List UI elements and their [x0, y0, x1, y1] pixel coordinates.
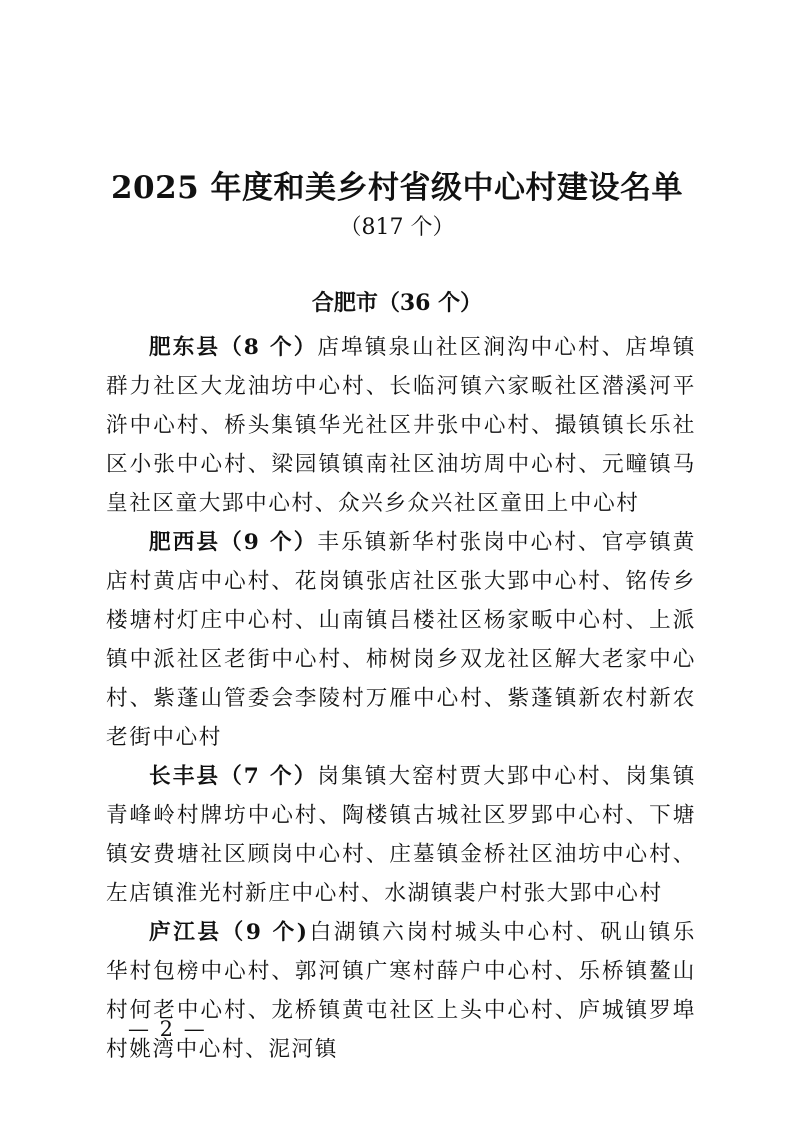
page-number: — 2 — [128, 1017, 207, 1041]
section-heading: 合肥市（36 个） [311, 290, 483, 316]
county-name: 长丰县（7 个） [149, 764, 318, 789]
county-paragraph [106, 523, 696, 757]
county-paragraph [106, 328, 696, 523]
document-body [106, 328, 696, 1069]
village-list: 店埠镇泉山社区涧沟中心村、店埠镇群力社区大龙油坊中心村、长临河镇六家畈社区潜溪河平浒中心村、桥头集镇华光社区井张中心村、撮镇镇长乐社区小张中心村、梁园镇镇南社区油坊周中心村、元疃镇马皇社区童大郢中心村、众兴乡众兴社区童田上中心村 [106, 335, 696, 516]
document-title: 2025 年度和美乡村省级中心村建设名单 [110, 170, 684, 206]
document-subtitle: （817 个） [339, 215, 455, 240]
county-paragraph [106, 757, 696, 913]
county-name: 庐江县（9 个) [149, 920, 309, 945]
village-list: 岗集镇大窑村贾大郢中心村、岗集镇青峰岭村牌坊中心村、陶楼镇古城社区罗郢中心村、下塘镇安费塘社区顾岗中心村、庄墓镇金桥社区油坊中心村、左店镇淮光村新庄中心村、水湖镇裴户村张大郢中心村 [106, 764, 696, 906]
county-paragraph [106, 913, 696, 1069]
county-name: 肥东县（8 个） [149, 335, 318, 360]
village-list: 白湖镇六岗村城头中心村、矾山镇乐华村包榜中心村、郭河镇广寒村薛户中心村、乐桥镇鳌山村何老中心村、龙桥镇黄屯社区上头中心村、庐城镇罗埠村姚湾中心村、泥河镇 [106, 920, 697, 1062]
county-name: 肥西县（9 个） [149, 530, 318, 555]
village-list: 丰乐镇新华村张岗中心村、官亭镇黄店村黄店中心村、花岗镇张店社区张大郢中心村、铭传乡楼塘村灯庄中心村、山南镇吕楼社区杨家畈中心村、上派镇中派社区老街中心村、柿树岗乡双龙社区解大老家中心村、紫蓬山管委会李陵村万雁中心村、紫蓬镇新农村新农老街中心村 [106, 530, 696, 750]
